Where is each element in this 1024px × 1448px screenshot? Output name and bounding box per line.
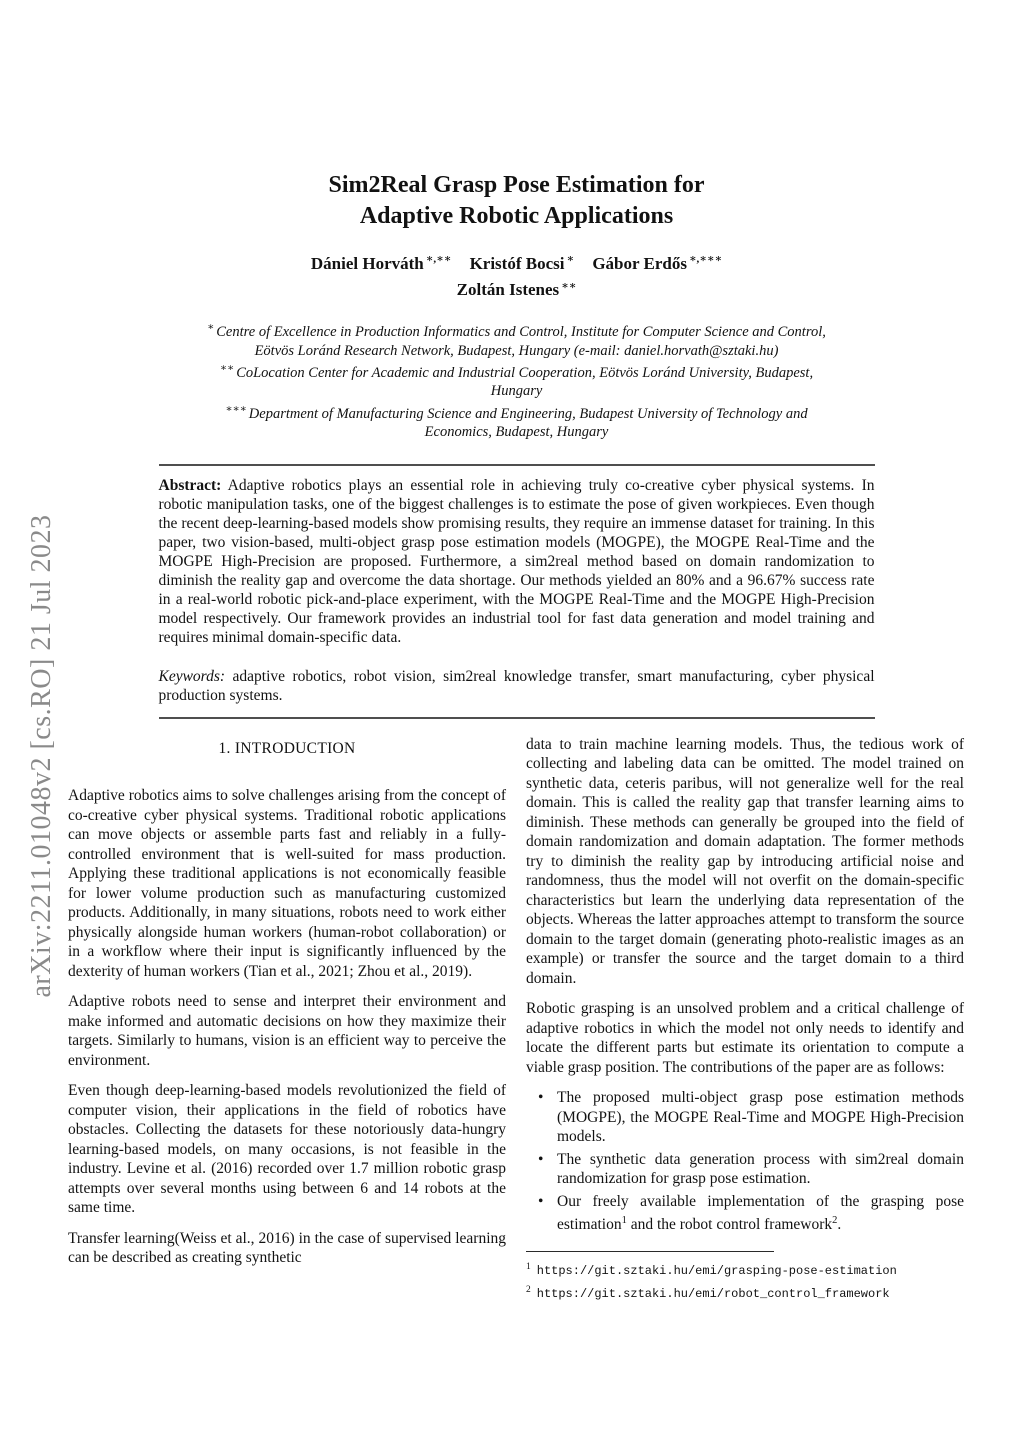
author-2: [470, 254, 575, 273]
footnote-rule: [526, 1251, 774, 1252]
author-row-1: [68, 248, 965, 275]
list-item-text: The synthetic data generation process with sim2real domain randomization for grasp pose estimation.: [557, 1150, 964, 1188]
author-2-affil-marker: ∗: [566, 253, 575, 265]
list-item-text: .: [837, 1216, 842, 1234]
list-item-text: The proposed multi-object grasp pose estimation methods (MOGPE), the MOGPE Real-Time and MOGPE High-Precision models.: [557, 1089, 964, 1146]
abstract-label: Abstract:: [158, 476, 222, 494]
footnote-ref-2: 2: [832, 1215, 838, 1227]
paper-title-line2: Adaptive Robotic Applications: [359, 203, 674, 229]
right-column: [526, 735, 964, 1305]
footnote-2-number: 2: [526, 1284, 531, 1295]
affiliations-block: [207, 319, 827, 441]
footnote-2-url[interactable]: https://git.sztaki.hu/emi/robot_control_framework: [536, 1286, 890, 1301]
body-paragraph: Robotic grasping is an unsolved problem and a critical challenge of adaptive robotics in which the model not only needs to identify and locate the different parts but estimate its orientation to compute a viable grasp position. The contributions of the paper are as follows:: [526, 1000, 964, 1076]
affiliation-1-text: Centre of Excellence in Production Informatics and Control, Institute for Computer Science and Control, Eötvös Loránd Research Network, Budapest, Hungary (e-mail: daniel.horvath@sztaki.hu): [216, 324, 826, 359]
footnote-1-url[interactable]: https://git.sztaki.hu/emi/grasping-pose-estimation: [536, 1263, 897, 1278]
body-paragraph: Adaptive robotics aims to solve challenges arising from the concept of co-creative cyber physical systems. Traditional robotic applications can move objects or assemble parts fast and reliably in a fully-controlled environment that is well-suited for mass production. Applying these traditional applications is not economically feasible for lower volume production such as manufacturing customized products. Additionally, in many situations, robots need to work either physically alongside human workers (human-robot collaboration) or in a workflow where their input is significantly influenced by the dexterity of human workers (Tian et al., 2021; Zhou et al., 2019).: [68, 787, 506, 980]
author-2-name: Kristóf Bocsi: [469, 253, 565, 273]
footnote-1: [526, 1259, 964, 1279]
keywords-label: Keywords:: [158, 667, 226, 685]
author-block: [68, 248, 965, 301]
author-4-affil-marker: ∗∗: [561, 279, 577, 292]
body-paragraph: data to train machine learning models. Thus, the tedious work of collecting and labeling data can be omitted. The model trained on synthetic data, ceteris paribus, will not generalize well for the real domain. This is called the reality gap that transfer learning aims to diminish. These methods can generally be grouped into the field of domain randomization and domain adaptation. The former methods try to diminish the reality gap by introducing artificial noise and randomness, thus the model will not overfit on the domain-specific characteristics but learn the underlying data representation of the objects. Whereas the latter approaches attempt to transform the source domain to the target domain (generating photo-realistic images as an example) or transfer the source and the target domain to a third domain.: [526, 735, 964, 987]
paper-content: [68, 170, 965, 1305]
author-1-name: Dániel Horváth: [310, 253, 424, 273]
affiliation-2-marker: ∗∗: [219, 363, 235, 375]
two-column-body: [68, 735, 965, 1305]
abstract-text: Adaptive robotics plays an essential role in achieving truly co-creative cyber physical systems. In robotic manipulation tasks, one of the biggest challenges is to estimate the pose of given workpieces. Even though the recent deep-learning-based models show promising results, they require an immense dataset for training. In this paper, two vision-based, multi-object grasp pose estimation models (MOGPE), the MOGPE Real-Time and the MOGPE High-Precision are proposed. Furthermore, a sim2real method based on domain randomization to diminish the reality gap and overcome the data shortage. Our methods yielded an 80% and a 96.67% success rate in a real-world robotic pick-and-place experiment, with the MOGPE Real-Time and the MOGPE High-Precision model respectively. Our framework provides an industrial tool for fast data generation and model training and requires minimal domain-specific data.: [158, 476, 875, 646]
author-3: [592, 254, 722, 273]
affiliation-3-text: Department of Manufacturing Science and Engineering, Budapest University of Technology and Economics, Budapest, Hungary: [248, 405, 808, 441]
affiliation-1-marker: ∗: [207, 322, 215, 334]
list-item-text: and the robot control framework: [626, 1216, 833, 1234]
author-3-name: Gábor Erdős: [592, 253, 687, 273]
arxiv-watermark: arXiv:2211.01048v2 [cs.RO] 21 Jul 2023: [26, 514, 57, 998]
body-paragraph: Transfer learning(Weiss et al., 2016) in the case of supervised learning can be described as creating synthetic: [68, 1229, 506, 1267]
footnotes-block: [526, 1251, 964, 1302]
paper-title: [68, 170, 965, 232]
author-3-affil-marker: ∗,∗∗∗: [688, 253, 723, 265]
bullet-icon: •: [538, 1192, 544, 1210]
abstract-paragraph: [159, 476, 875, 647]
affiliation-2-text: CoLocation Center for Academic and Industrial Cooperation, Eötvös Loránd University, Budapest, Hungary: [236, 364, 814, 400]
author-4: [457, 280, 577, 299]
footnote-2: [526, 1282, 964, 1302]
footnote-1-number: 1: [526, 1261, 531, 1272]
bullet-icon: •: [538, 1150, 544, 1168]
keywords-text: adaptive robotics, robot vision, sim2real knowledge transfer, smart manufacturing, cyber physical production systems.: [158, 667, 875, 704]
affiliation-3-marker: ∗∗∗: [225, 403, 247, 415]
body-paragraph: Even though deep-learning-based models revolutionized the field of computer vision, their applications in the field of robotics have obstacles. Collecting the datasets for these notoriously data-hungry learning-based models, on many occasions, is not feasible in the industry. Levine et al. (2016) recorded over 1.7 million robotic grasp attempts over several months using between 6 and 14 robots at the same time.: [68, 1082, 506, 1217]
list-item-text: Our freely available implementation of the grasping pose estimation: [557, 1192, 964, 1234]
list-item: [538, 1088, 964, 1147]
abstract-section: [159, 464, 875, 719]
affiliation-1: [207, 319, 827, 360]
list-item: [538, 1150, 964, 1189]
author-1-affil-marker: ∗,∗∗: [425, 253, 452, 265]
body-paragraph: Adaptive robots need to sense and interpret their environment and make informed and automatic decisions on how they maximize their targets. Similarly to humans, vision is an efficient way to perceive the environment.: [68, 993, 506, 1069]
left-column: [68, 735, 506, 1305]
section-heading-introduction: 1. INTRODUCTION: [218, 739, 356, 757]
keywords-paragraph: [159, 667, 875, 705]
affiliation-3: [207, 401, 827, 442]
affiliation-2: [207, 360, 827, 401]
author-4-name: Zoltán Istenes: [456, 280, 560, 300]
author-1: [311, 254, 451, 273]
author-row-2: [68, 275, 965, 302]
footnote-ref-1: 1: [621, 1215, 627, 1227]
list-item: [538, 1192, 964, 1235]
bullet-icon: •: [538, 1089, 544, 1107]
contributions-list: [526, 1088, 964, 1235]
paper-title-line1: Sim2Real Grasp Pose Estimation for: [328, 172, 705, 198]
